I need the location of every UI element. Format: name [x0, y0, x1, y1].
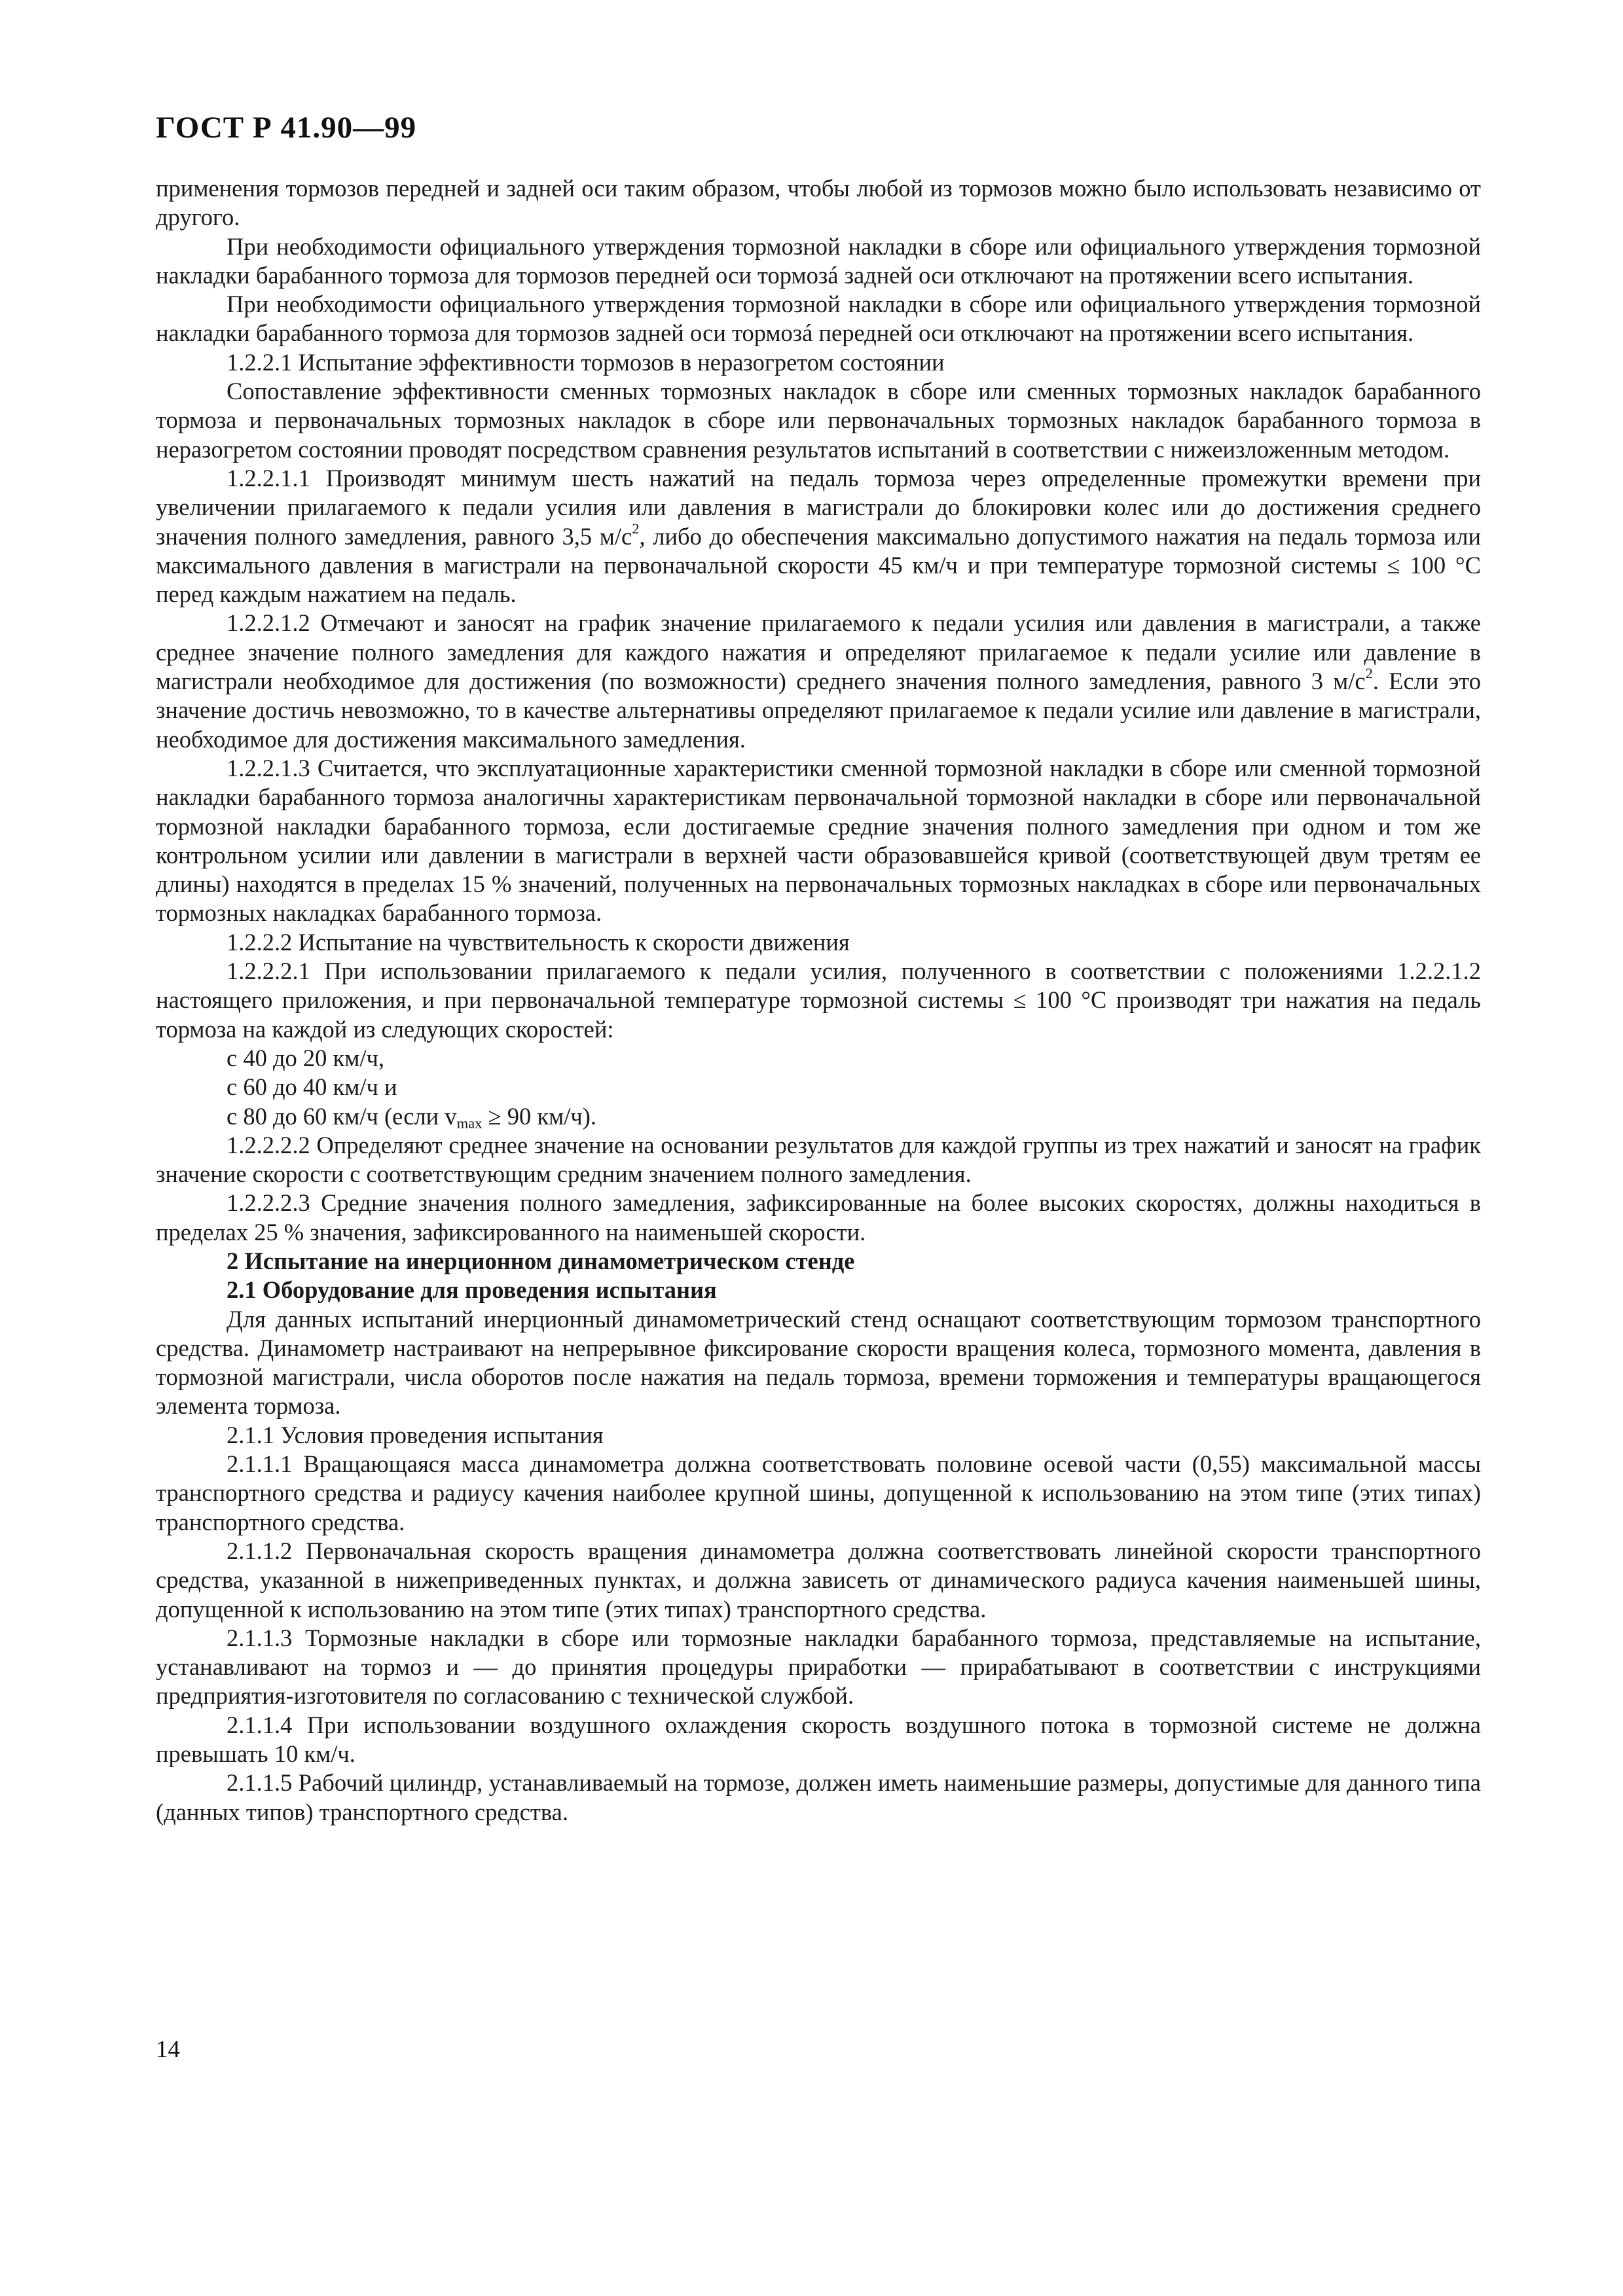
- paragraph: 2.1.1.1 Вращающаяся масса динамометра должна соответствовать половине осевой части (0,55) максимальной массы транспортного средства и радиусу качения наиболее крупной шины, допущенной к использованию на этом типе (этих типах) транспортного средства.: [156, 1450, 1481, 1535]
- paragraph-text: 1.2.2.1.1 Производят минимум шесть нажатий на педаль тормоза через определенные промежутки времени при увеличении прилагаемого к педали усилия или давления в магистрали до блокировки колес или до достижения среднего значения полного замедления, равного 3,5 м/с: [156, 464, 1481, 550]
- list-item: с 60 до 40 км/ч и: [227, 1073, 397, 1101]
- paragraph-text: . Если это значение достичь невозможно, то в качестве альтернативы определяют прилагаемое к педали усилие или давление в магистрали, необходимое для достижения максимального замедления.: [156, 668, 1481, 753]
- paragraph: Сопоставление эффективности сменных тормозных накладок в сборе или сменных тормозных накладок барабанного тормоза и первоначальных тормозных накладок в сборе или первоначальных тормозных накладок барабанного тормоза в неразогретом состоянии проводят посредством сравнения результатов испытаний в соответствии с нижеизложенным методом.: [156, 378, 1481, 463]
- subsection-heading: 2.1 Оборудование для проведения испытания: [227, 1276, 717, 1304]
- paragraph: 1.2.2.2.3 Средние значения полного замедления, зафиксированные на более высоких скоростях, должны находиться в пределах 25 % значения, зафиксированного на наименьшей скорости.: [156, 1189, 1481, 1246]
- paragraph: 1.2.2.2.2 Определяют среднее значение на основании результатов для каждой группы из трех нажатий и заносят на график значение скорости с соответствующим средним значением полного замедления.: [156, 1131, 1481, 1188]
- paragraph: [156, 609, 1481, 753]
- superscript: 2: [1365, 665, 1373, 682]
- paragraph-text: , либо до обеспечения максимально допустимого нажатия на педаль тормоза или максимального давления в магистрали на первоначальной скорости 45 км/ч и при температуре тормозной системы ≤ 100 °С перед каждым нажатием на педаль.: [156, 522, 1481, 608]
- section-heading: 2 Испытание на инерционном динамометрическом стенде: [227, 1247, 855, 1274]
- clause-heading: 2.1.1 Условия проведения испытания: [227, 1421, 604, 1448]
- paragraph: 1.2.2.1.3 Считается, что эксплуатационные характеристики сменной тормозной накладки в сборе или сменной тормозной накладки барабанного тормоза аналогичны характеристикам первоначальной тормозной накладки в сборе или первоначальной тормозной накладки барабанного тормоза, если достигаемые средние значения полного замедления при одном и том же контрольном усилии или давлении в магистрали в верхней части образовавшейся кривой (соответствующей двум третям ее длины) находятся в пределах 15 % значений, полученных на первоначальных тормозных накладках в сборе или первоначальных тормозных накладках барабанного тормоза.: [156, 754, 1481, 927]
- paragraph: применения тормозов передней и задней оси таким образом, чтобы любой из тормозов можно было использовать независимо от другого.: [156, 175, 1481, 231]
- paragraph-text: 1.2.2.1.2 Отмечают и заносят на график значение прилагаемого к педали усилия или давления в магистрали, а также среднее значение полного замедления для каждого нажатия и определяют прилагаемое к педали усилие или давление в магистрали необходимое для достижения (по возможности) среднего значения полного замедления, равного 3 м/с: [156, 609, 1481, 695]
- page-number: 14: [156, 2036, 180, 2063]
- standard-designation: ГОСТ Р 41.90—99: [156, 111, 417, 145]
- paragraph: При необходимости официального утверждения тормозной накладки в сборе или официального утверждения тормозной накладки барабанного тормоза для тормозов передней оси тормозá задней оси отключают на протяжении всего испытания.: [156, 232, 1481, 289]
- paragraph: При необходимости официального утверждения тормозной накладки в сборе или официального утверждения тормозной накладки барабанного тормоза для тормозов задней оси тормозá передней оси отключают на протяжении всего испытания.: [156, 291, 1481, 347]
- paragraph: 1.2.2.2.1 При использовании прилагаемого к педали усилия, полученного в соответствии с положениями 1.2.2.1.2 настоящего приложения, и при первоначальной температуре тормозной системы ≤ 100 °С производят три нажатия на педаль тормоза на каждой из следующих скоростей:: [156, 958, 1481, 1043]
- list-item: [156, 1102, 1481, 1131]
- superscript: 2: [632, 520, 640, 537]
- list-item-text: с 80 до 60 км/ч (если v: [227, 1102, 457, 1130]
- paragraph: 2.1.1.3 Тормозные накладки в сборе или тормозные накладки барабанного тормоза, представляемые на испытание, устанавливают на тормоз и — до принятия процедуры приработки — прирабатывают в соответствии с инструкциями предприятия-изготовителя по согласованию с технической службой.: [156, 1624, 1481, 1710]
- subscript: max: [456, 1115, 483, 1132]
- clause-heading: 1.2.2.1 Испытание эффективности тормозов в неразогретом состоянии: [227, 348, 945, 376]
- paragraph: 2.1.1.2 Первоначальная скорость вращения динамометра должна соответствовать линейной скорости транспортного средства, указанной в нижеприведенных пунктах, и должна зависеть от динамического радиуса качения наименьшей шины, допущенной к использованию на этом типе (этих типах) транспортного средства.: [156, 1537, 1481, 1623]
- paragraph: [156, 464, 1481, 609]
- body-text: [156, 174, 1481, 1827]
- list-item-text: ≥ 90 км/ч).: [482, 1102, 597, 1130]
- paragraph: 2.1.1.5 Рабочий цилиндр, устанавливаемый на тормозе, должен иметь наименьшие размеры, допустимые для данного типа (данных типов) транспортного средства.: [156, 1769, 1481, 1825]
- paragraph: 2.1.1.4 При использовании воздушного охлаждения скорость воздушного потока в тормозной системе не должна превышать 10 км/ч.: [156, 1711, 1481, 1768]
- list-item: с 40 до 20 км/ч,: [227, 1044, 384, 1071]
- clause-heading: 1.2.2.2 Испытание на чувствительность к скорости движения: [227, 928, 850, 956]
- paragraph: Для данных испытаний инерционный динамометрический стенд оснащают соответствующим тормозом транспортного средства. Динамометр настраивают на непрерывное фиксирование скорости вращения колеса, тормозного момента, давления в тормозной магистрали, числа оборотов после нажатия на педаль тормоза, времени торможения и температуры вращающегося элемента тормоза.: [156, 1305, 1481, 1420]
